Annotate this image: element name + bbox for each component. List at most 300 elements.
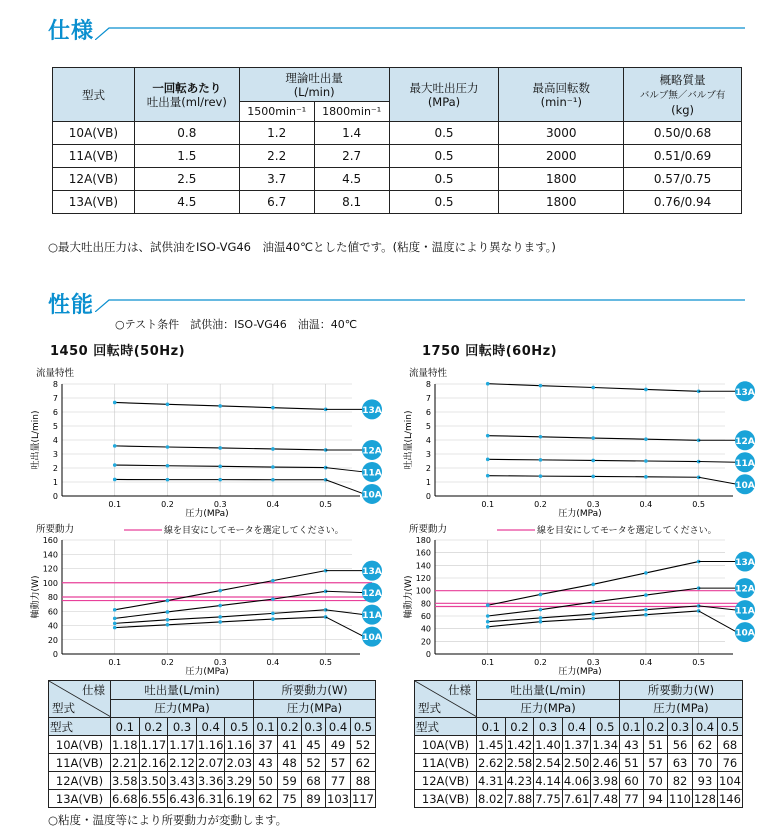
perf-cell-flow: 2.16: [140, 755, 167, 770]
series-label: 13A: [362, 567, 382, 578]
perf-cell-power: 68: [717, 736, 742, 754]
perf-cell-power: 89: [302, 790, 326, 808]
perf-cell-model: 12A(VB): [49, 772, 111, 790]
perf-header-pressure-value: 0.4: [562, 718, 591, 736]
spec-title-underline: [95, 26, 745, 40]
perf-cell-flow: 1.17: [140, 737, 167, 752]
data-point: [644, 475, 648, 479]
data-point: [166, 478, 170, 482]
perf-header-pressure-value: 0.2: [644, 718, 668, 736]
x-tick-label: 0.5: [692, 658, 706, 667]
perf-header-pressure-value: 0.5: [351, 718, 376, 736]
spec-header-mass: 概略質量 バルブ無／バルブ有 (kg): [624, 68, 742, 122]
perf-cell-power: 104: [718, 773, 741, 788]
data-point: [591, 612, 595, 616]
series-leader: [326, 610, 364, 615]
perf-cell-power: 128: [694, 791, 716, 806]
perf-cell-model: 11A(VB): [49, 754, 111, 772]
spec-cell-q1800: 2.7: [314, 145, 389, 168]
perf-cell-flow: 3.36: [197, 773, 224, 788]
chart-title-50hz: 1450 回転時(50Hz): [50, 344, 186, 359]
reference-note: 線を目安にしてモータを選定してください。: [537, 526, 717, 536]
y-tick-label: 40: [47, 621, 58, 631]
y-tick-label: 80: [420, 599, 431, 609]
series-label: 11A: [735, 458, 755, 469]
perf-title-underline: [95, 298, 745, 312]
perf-header-pressure-value: 0.5: [717, 718, 742, 736]
series-label: 11A: [735, 606, 755, 617]
perf-cell-power: 77: [620, 790, 644, 808]
perf-header-flow: 吐出量(L/min): [111, 681, 254, 700]
perf-header-pressure-value: 0.2: [278, 718, 302, 736]
perf-cell-flow: 1.34: [592, 737, 619, 752]
series-label: 13A: [362, 405, 382, 416]
perf-cell-flow: 1.37: [563, 737, 590, 752]
perf-cell-flow: 4.31: [478, 773, 504, 788]
flow-chart-60hz: [393, 366, 758, 519]
spec-cell-model: 11A(VB): [53, 145, 135, 168]
data-point: [486, 458, 490, 462]
perf-cell-flow: 2.03: [226, 755, 253, 770]
y-tick-label: 100: [42, 578, 58, 588]
perf-cell-power: 41: [278, 736, 302, 754]
x-tick-label: 0.3: [213, 500, 227, 509]
perf-row: [49, 754, 376, 772]
perf-cell-power: 146: [718, 791, 741, 806]
x-tick-label: 0.4: [639, 500, 653, 509]
spec-header-theoretical-flow: 理論吐出量 (L/min): [239, 68, 389, 102]
data-point: [591, 617, 595, 621]
y-tick-label: 20: [47, 635, 58, 645]
spec-cell-q1800: 1.4: [314, 122, 389, 145]
perf-cell-flow: 7.88: [506, 791, 533, 806]
x-axis-label: 圧力(MPa): [185, 667, 229, 677]
perf-cell-power: 56: [668, 736, 693, 754]
data-point: [113, 444, 117, 448]
perf-cell-flow: 2.54: [535, 755, 561, 770]
data-point: [644, 437, 648, 441]
perf-header-pressure-value: 0.4: [196, 718, 225, 736]
spec-cell-maxp: 0.5: [389, 168, 499, 191]
y-tick-label: 3: [52, 450, 58, 459]
perf-corner-model: 型式: [418, 701, 441, 715]
spec-section-title: 仕様: [48, 19, 95, 44]
perf-cell-power: 50: [254, 772, 278, 790]
perf-header-pressure-value: 0.1: [111, 718, 140, 736]
perf-section-title: 性能: [48, 293, 95, 318]
perf-header-pressure: 圧力(MPa): [477, 699, 620, 718]
y-tick-label: 1: [425, 478, 431, 487]
perf-header-pressure-value: 0.4: [326, 718, 351, 736]
perf-header-flow: 吐出量(L/min): [477, 681, 620, 700]
data-point: [539, 593, 543, 597]
series-label: 10A: [735, 480, 755, 491]
perf-row: [49, 790, 376, 808]
spec-cell-disp: 1.5: [134, 145, 239, 168]
data-point: [486, 382, 490, 386]
series-label: 10A: [735, 628, 755, 639]
data-point: [539, 458, 543, 462]
data-point: [271, 478, 275, 482]
y-tick-label: 160: [415, 548, 431, 558]
spec-row: [53, 145, 742, 168]
perf-cell-model: 12A(VB): [415, 772, 477, 790]
y-tick-label: 8: [425, 380, 431, 389]
perf-cell-flow: 2.58: [506, 755, 533, 770]
perf-cell-flow: 1.45: [478, 737, 504, 752]
perf-cell-model: 13A(VB): [49, 790, 111, 808]
series-leader: [699, 462, 737, 463]
data-point: [218, 615, 222, 619]
x-tick-label: 0.2: [534, 500, 547, 509]
y-axis-label: 軸動力(W): [31, 575, 41, 619]
perf-cell-power: 57: [326, 754, 351, 772]
y-axis-label: 軸動力(W): [404, 575, 414, 619]
y-tick-label: 5: [52, 422, 58, 431]
x-tick-label: 0.3: [586, 658, 600, 667]
spec-cell-mass: 0.51/0.69: [624, 145, 742, 168]
x-axis-label: 圧力(MPa): [558, 509, 602, 519]
spec-header-1800: 1800min⁻¹: [314, 102, 389, 122]
perf-corner-cell: [49, 681, 111, 718]
x-tick-label: 0.4: [266, 500, 280, 509]
series-leader: [326, 591, 364, 592]
data-point: [218, 465, 222, 469]
perf-cell-power: 103: [327, 791, 349, 806]
y-tick-label: 160: [42, 536, 58, 545]
data-point: [591, 600, 595, 604]
data-point: [486, 614, 490, 618]
perf-cell-power: 60: [620, 772, 644, 790]
series-label: 10A: [362, 490, 382, 501]
perf-cell-model: 10A(VB): [415, 736, 477, 754]
perf-cell-flow: 6.55: [140, 791, 167, 806]
perf-header-pressure: 圧力(MPa): [111, 699, 254, 718]
series-label: 12A: [735, 584, 755, 595]
x-tick-label: 0.4: [639, 658, 653, 667]
y-tick-label: 100: [415, 586, 431, 596]
spec-row: [53, 191, 742, 214]
perf-cell-flow: 4.06: [563, 773, 590, 788]
data-point: [539, 620, 543, 624]
perf-cell-power: 43: [620, 736, 644, 754]
x-tick-label: 0.5: [319, 658, 333, 667]
y-tick-label: 4: [425, 436, 431, 445]
perf-cell-power: 77: [326, 772, 351, 790]
y-tick-label: 40: [420, 624, 431, 634]
perf-header-pressure-value: 0.4: [693, 718, 718, 736]
perf-cell-flow: 8.02: [478, 791, 504, 806]
y-tick-label: 0: [425, 492, 431, 501]
data-point: [486, 603, 490, 607]
perf-cell-power: 76: [717, 754, 742, 772]
perf-cell-power: 82: [668, 772, 693, 790]
perf-cell-flow: 3.98: [592, 773, 619, 788]
spec-cell-maxr: 2000: [499, 145, 624, 168]
perf-table-60hz: [414, 680, 743, 808]
y-tick-label: 0: [52, 492, 58, 501]
perf-header-pressure-value: 0.2: [505, 718, 534, 736]
series-label: 13A: [735, 558, 755, 569]
spec-cell-q1800: 4.5: [314, 168, 389, 191]
x-tick-label: 0.5: [692, 500, 706, 509]
data-point: [539, 435, 543, 439]
perf-table-50hz: [48, 680, 376, 808]
data-point: [271, 579, 275, 583]
data-point: [166, 623, 170, 627]
perf-header-pressure-value: 0.3: [168, 718, 197, 736]
y-tick-label: 8: [52, 380, 58, 389]
perf-cell-power: 45: [302, 736, 326, 754]
y-tick-label: 180: [415, 536, 431, 545]
y-tick-label: 20: [420, 637, 431, 647]
perf-cell-model: 13A(VB): [415, 790, 477, 808]
perf-cell-flow: 2.12: [169, 755, 195, 770]
data-point: [113, 478, 117, 482]
spec-note: ○最大吐出圧力は、試供油をISO-VG46 油温40℃とした値です。(粘度・温度により異なります。): [48, 240, 556, 254]
perf-cell-model: 10A(VB): [49, 736, 111, 754]
perf-cell-flow: 4.14: [535, 773, 561, 788]
spec-cell-model: 12A(VB): [53, 168, 135, 191]
series-leader: [699, 477, 737, 484]
perf-cell-flow: 4.23: [506, 773, 533, 788]
x-tick-label: 0.5: [319, 500, 333, 509]
power-chart-50hz: [20, 520, 395, 677]
perf-cell-flow: 3.50: [140, 773, 167, 788]
perf-cell-power: 51: [644, 736, 668, 754]
spec-cell-mass: 0.50/0.68: [624, 122, 742, 145]
data-point: [218, 446, 222, 450]
y-tick-label: 140: [42, 550, 58, 560]
y-axis-label: 吐出量(L/min): [404, 410, 414, 470]
perf-cell-flow: 2.50: [563, 755, 590, 770]
perf-cell-flow: 6.19: [226, 791, 253, 806]
perf-cell-power: 88: [351, 772, 376, 790]
data-point: [271, 617, 275, 621]
y-tick-label: 60: [47, 607, 58, 617]
y-tick-label: 7: [52, 394, 58, 403]
perf-cell-power: 43: [254, 754, 278, 772]
flow-chart-50hz: [20, 366, 385, 519]
series-leader: [326, 617, 364, 637]
perf-cell-flow: 7.48: [592, 791, 619, 806]
data-point: [166, 445, 170, 449]
spec-cell-maxr: 1800: [499, 191, 624, 214]
perf-corner-cell: [415, 681, 477, 718]
perf-cell-flow: 3.43: [169, 773, 195, 788]
perf-cell-power: 62: [351, 754, 376, 772]
perf-row: [415, 790, 743, 808]
data-point: [539, 616, 543, 620]
perf-header-pressure-value: 0.5: [591, 718, 620, 736]
perf-cell-power: 117: [352, 791, 374, 806]
perf-cell-power: 48: [278, 754, 302, 772]
perf-cell-flow: 1.17: [169, 737, 195, 752]
perf-header-power: 所要動力(W): [620, 681, 743, 700]
perf-header-pressure-value: 0.3: [302, 718, 326, 736]
perf-cell-flow: 2.21: [112, 755, 138, 770]
data-point: [271, 597, 275, 601]
perf-row: [49, 772, 376, 790]
data-point: [113, 608, 117, 612]
spec-cell-q1500: 3.7: [239, 168, 314, 191]
perf-cell-power: 63: [668, 754, 693, 772]
perf-cell-model: 11A(VB): [415, 754, 477, 772]
spec-cell-model: 13A(VB): [53, 191, 135, 214]
perf-footer-note: ○粘度・温度等により所要動力が変動します。: [48, 813, 288, 827]
perf-cell-flow: 1.16: [226, 737, 253, 752]
data-point: [166, 403, 170, 407]
perf-corner-spec: 仕様: [82, 683, 105, 697]
x-tick-label: 0.1: [108, 658, 122, 667]
data-point: [113, 463, 117, 467]
y-tick-label: 5: [425, 422, 431, 431]
x-tick-label: 0.2: [534, 658, 547, 667]
perf-header-pressure: 圧力(MPa): [254, 699, 376, 718]
spec-cell-maxr: 1800: [499, 168, 624, 191]
spec-cell-maxp: 0.5: [389, 145, 499, 168]
perf-header-pressure-value: 0.1: [254, 718, 278, 736]
spec-row: [53, 168, 742, 191]
x-tick-label: 0.4: [266, 658, 280, 667]
series-label: 11A: [362, 468, 382, 479]
data-point: [166, 610, 170, 614]
y-tick-label: 60: [420, 612, 431, 621]
perf-cell-flow: 1.40: [535, 737, 561, 752]
data-point: [591, 583, 595, 587]
y-tick-label: 80: [47, 593, 58, 602]
y-tick-label: 2: [52, 464, 58, 473]
data-point: [539, 474, 543, 478]
y-tick-label: 6: [52, 408, 58, 417]
perf-cell-flow: 2.62: [478, 755, 504, 770]
spec-cell-model: 10A(VB): [53, 122, 135, 145]
series-label: 10A: [362, 633, 382, 644]
data-point: [218, 404, 222, 408]
spec-cell-disp: 0.8: [134, 122, 239, 145]
x-tick-label: 0.1: [481, 500, 495, 509]
perf-cell-power: 70: [644, 772, 668, 790]
spec-cell-q1500: 6.7: [239, 191, 314, 214]
data-point: [591, 386, 595, 390]
chart-subtitle: 所要動力: [409, 524, 448, 535]
perf-header-power: 所要動力(W): [254, 681, 376, 700]
y-tick-label: 120: [42, 564, 58, 574]
perf-header-pressure-value: 0.3: [668, 718, 693, 736]
x-tick-label: 0.1: [481, 658, 495, 667]
perf-cell-power: 51: [620, 754, 644, 772]
y-tick-label: 0: [52, 650, 58, 659]
perf-header-pressure-value: 0.3: [534, 718, 563, 736]
spec-row: [53, 122, 742, 145]
perf-cell-power: 62: [693, 736, 718, 754]
perf-row: [415, 772, 743, 790]
data-point: [271, 406, 275, 410]
perf-row: [415, 754, 743, 772]
perf-cell-flow: 6.31: [197, 791, 224, 806]
perf-header-pressure-value: 0.2: [139, 718, 168, 736]
spec-header-displacement: 一回転あたり 吐出量(ml/rev): [134, 68, 239, 122]
x-tick-label: 0.3: [213, 658, 227, 667]
chart-subtitle: 流量特性: [409, 368, 448, 379]
spec-cell-mass: 0.57/0.75: [624, 168, 742, 191]
power-chart-60hz: [393, 520, 758, 677]
perf-header-pressure: 圧力(MPa): [620, 699, 743, 718]
perf-cell-power: 93: [693, 772, 718, 790]
perf-header-pressure-value: 0.5: [225, 718, 254, 736]
series-label: 12A: [362, 446, 382, 457]
perf-cell-flow: 7.61: [563, 791, 590, 806]
perf-cell-flow: 2.07: [197, 755, 224, 770]
series-label: 11A: [362, 611, 382, 622]
data-point: [644, 459, 648, 463]
data-point: [644, 613, 648, 617]
y-tick-label: 1: [52, 478, 58, 487]
data-point: [591, 459, 595, 463]
spec-cell-q1500: 1.2: [239, 122, 314, 145]
y-tick-label: 4: [52, 436, 58, 445]
data-point: [591, 475, 595, 479]
perf-header-pressure-value: 0.1: [620, 718, 644, 736]
perf-cell-power: 57: [644, 754, 668, 772]
data-point: [113, 617, 117, 621]
data-point: [539, 384, 543, 388]
perf-cell-flow: 7.75: [535, 791, 561, 806]
spec-cell-maxp: 0.5: [389, 191, 499, 214]
x-tick-label: 0.1: [108, 500, 122, 509]
y-tick-label: 0: [425, 650, 431, 659]
perf-row: [49, 736, 376, 754]
perf-row: [415, 736, 743, 754]
spec-cell-maxr: 3000: [499, 122, 624, 145]
perf-corner-spec: 仕様: [448, 683, 471, 697]
data-point: [113, 401, 117, 405]
data-point: [271, 447, 275, 451]
data-point: [539, 608, 543, 612]
y-tick-label: 120: [415, 574, 431, 583]
spec-cell-q1500: 2.2: [239, 145, 314, 168]
data-point: [644, 608, 648, 612]
data-point: [644, 593, 648, 597]
perf-cell-power: 59: [278, 772, 302, 790]
perf-header-model: 型式: [415, 718, 477, 736]
perf-corner-model: 型式: [52, 701, 75, 715]
data-point: [166, 464, 170, 468]
data-point: [218, 620, 222, 624]
y-axis-label: 吐出量(L/min): [31, 410, 41, 470]
perf-cell-power: 49: [326, 736, 351, 754]
perf-cell-flow: 6.68: [112, 791, 138, 806]
spec-cell-q1800: 8.1: [314, 191, 389, 214]
perf-cell-power: 37: [254, 736, 278, 754]
perf-cell-flow: 1.16: [197, 737, 224, 752]
data-point: [113, 626, 117, 630]
y-tick-label: 7: [425, 394, 431, 403]
data-point: [166, 599, 170, 603]
chart-subtitle: 流量特性: [36, 368, 75, 379]
perf-cell-flow: 3.29: [226, 773, 253, 788]
data-point: [271, 465, 275, 469]
perf-cell-power: 70: [693, 754, 718, 772]
spec-cell-maxp: 0.5: [389, 122, 499, 145]
perf-cell-power: 52: [302, 754, 326, 772]
y-tick-label: 6: [425, 408, 431, 417]
perf-cell-power: 68: [302, 772, 326, 790]
perf-cell-flow: 1.18: [112, 737, 138, 752]
y-tick-label: 140: [415, 561, 431, 571]
perf-cell-power: 110: [669, 791, 691, 806]
data-point: [591, 436, 595, 440]
